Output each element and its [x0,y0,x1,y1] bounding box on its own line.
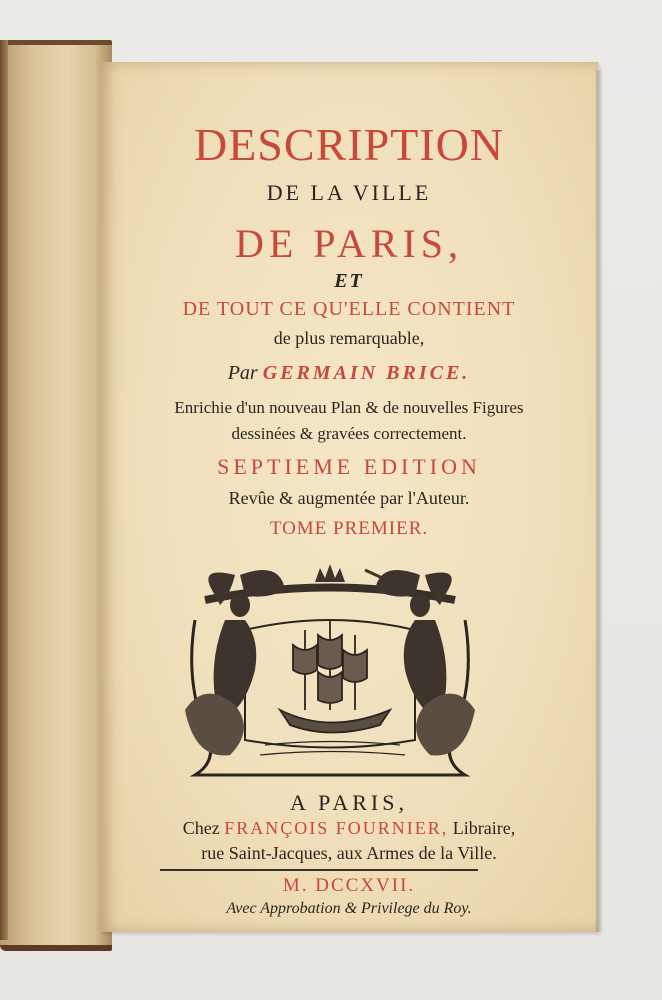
title-contents: DE TOUT CE QU'ELLE CONTIENT [182,298,516,320]
imprint-year: M. DCCXVII. [282,875,416,896]
publisher-suffix: Libraire, [452,818,516,838]
title-remarquable: de plus remarquable, [273,328,425,348]
imprint-rule [160,869,478,871]
imprint-publisher [100,818,598,839]
title-description: DESCRIPTION [193,119,505,170]
publisher-prefix: Chez [182,818,220,838]
privilege-line: Avec Approbation & Privilege du Roy. [226,900,472,917]
enrichment-line-1: Enrichie d'un nouveau Plan & de nouvelles Figures [174,398,524,417]
revision-line: Revûe & augmentée par l'Auteur. [228,488,470,508]
title-et: ET [334,270,364,292]
edition-line: SEPTIEME EDITION [217,454,481,479]
winged-figure-left [185,570,285,755]
book-spine [0,40,112,951]
title-de-paris: DE PARIS, [234,221,464,266]
publisher-name: FRANÇOIS FOURNIER, [224,818,449,838]
imprint-address: rue Saint-Jacques, aux Armes de la Ville. [201,843,497,863]
leather-edge [0,40,8,940]
sailing-ship [260,620,405,755]
enrichment-line-2: dessinées & gravées correctement. [231,424,467,443]
title-de-la-ville: DE LA VILLE [266,180,432,205]
crown [315,564,345,582]
author-line [100,362,598,385]
imprint-place: A PARIS, [289,790,408,815]
winged-figure-right [365,570,475,755]
volume-line: TOME PREMIER. [269,518,429,539]
author-prefix: Par [227,362,258,384]
author-name: GERMAIN BRICE. [262,362,471,384]
ship-vignette [175,560,485,785]
